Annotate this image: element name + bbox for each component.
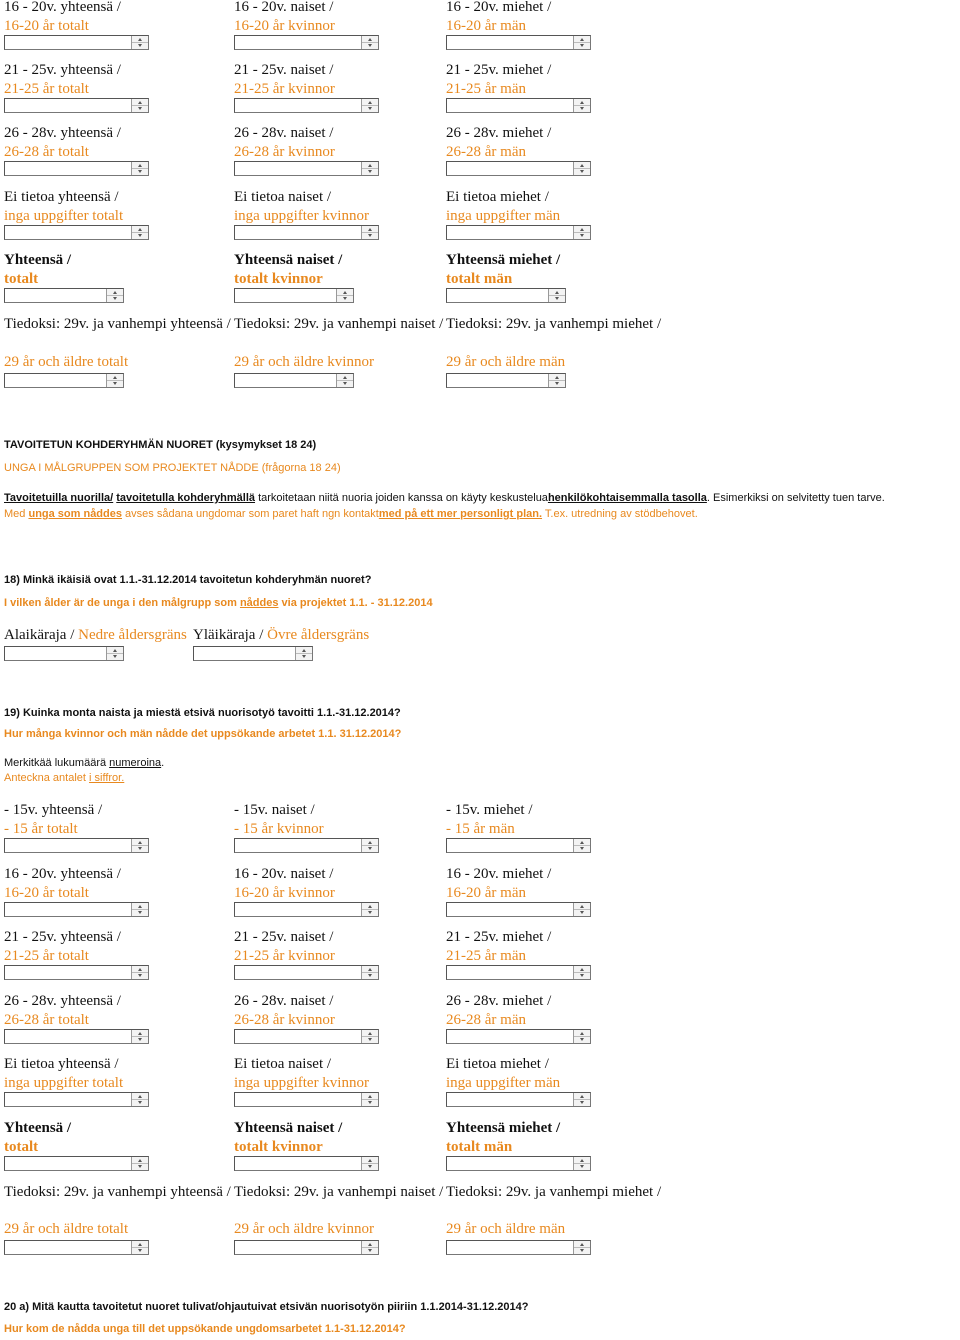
number-spinner[interactable] — [361, 966, 378, 979]
spin-down-icon[interactable] — [362, 910, 378, 916]
top_rows-number-input[interactable] — [4, 98, 149, 113]
top_rows-label-fi: Yhteensä naiset / — [234, 252, 343, 268]
spin-down-icon[interactable] — [574, 846, 590, 852]
number-spinner[interactable] — [573, 162, 590, 175]
top_rows-number-input[interactable] — [446, 161, 591, 176]
spin-down-icon[interactable] — [549, 381, 565, 387]
top_rows-number-input[interactable] — [446, 225, 591, 240]
number-spinner[interactable] — [573, 1093, 590, 1106]
bottom_rows-label-sv: 26-28 år män — [446, 1012, 526, 1028]
q18-title-sv — [4, 596, 433, 610]
spin-up-icon[interactable] — [132, 99, 148, 106]
number-spinner[interactable] — [548, 289, 565, 302]
info-29-number-input[interactable] — [446, 1240, 591, 1255]
info-29-label-fi: Tiedoksi: 29v. ja vanhempi yhteensä / — [4, 1184, 231, 1200]
bottom_rows-label-sv: - 15 år totalt — [4, 821, 78, 837]
spin-down-icon[interactable] — [362, 169, 378, 175]
info-29-number-input[interactable] — [234, 373, 354, 388]
bottom_rows-label-sv: totalt män — [446, 1139, 513, 1155]
section-heading-sv: UNGA I MÅLGRUPPEN SOM PROJEKTET NÅDDE (frågorna 18 24) — [4, 462, 341, 474]
bottom_rows-label-fi: Yhteensä / — [4, 1120, 72, 1136]
spin-up-icon[interactable] — [132, 1241, 148, 1248]
spin-up-icon[interactable] — [132, 966, 148, 973]
desc-sv-part2: unga som nåddes — [28, 508, 122, 520]
q19-note-fi-part1: Merkitkää lukumäärä — [4, 757, 110, 769]
bottom_rows-label-sv: inga uppgifter män — [446, 1075, 561, 1091]
spin-down-icon[interactable] — [132, 169, 148, 175]
spin-up-icon[interactable] — [574, 36, 590, 43]
top_rows-label-fi: 26 - 28v. yhteensä / — [4, 125, 121, 141]
q18-max-age-input[interactable] — [193, 646, 313, 661]
spin-down-icon[interactable] — [574, 1248, 590, 1254]
top_rows-label-fi: 16 - 20v. naiset / — [234, 0, 334, 15]
bottom_rows-label-sv: 16-20 år män — [446, 885, 526, 901]
bottom_rows-label-sv: - 15 år män — [446, 821, 515, 837]
desc-sv-part4: med på ett mer personligt plan. — [378, 508, 543, 520]
q18-max-label — [193, 626, 369, 645]
top_rows-label-sv: 21-25 år totalt — [4, 81, 89, 97]
spin-down-icon[interactable] — [296, 654, 312, 660]
number-spinner[interactable] — [361, 839, 378, 852]
bottom_rows-label-sv: 26-28 år kvinnor — [234, 1012, 335, 1028]
spin-up-icon[interactable] — [132, 903, 148, 910]
q18-max-label-fi: Yläikäraja / — [193, 627, 268, 643]
number-spinner[interactable] — [131, 99, 148, 112]
top_rows-label-sv: totalt män — [446, 271, 513, 287]
spin-up-icon[interactable] — [549, 374, 565, 381]
info-29-label-fi: Tiedoksi: 29v. ja vanhempi naiset / — [234, 1184, 444, 1200]
spin-up-icon[interactable] — [132, 162, 148, 169]
spin-down-icon[interactable] — [132, 233, 148, 239]
q20-title-sv: Hur kom de nådda unga till det uppsökande ungdomsarbetet 1.1-31.12.2014? — [4, 1323, 406, 1335]
q19-note-fi-part3: . — [161, 757, 165, 769]
q19-title-sv: Hur många kvinnor och män nådde det uppsökande arbetet 1.1. 31.12.2014? — [4, 728, 402, 740]
number-spinner[interactable] — [573, 839, 590, 852]
q18-min-label — [4, 626, 187, 645]
bottom_rows-number-input[interactable] — [446, 1029, 591, 1044]
bottom_rows-label-fi: 16 - 20v. miehet / — [446, 866, 552, 882]
bottom_rows-number-input[interactable] — [234, 902, 379, 917]
bottom_rows-number-input[interactable] — [234, 1092, 379, 1107]
bottom_rows-number-input[interactable] — [4, 1092, 149, 1107]
number-spinner[interactable] — [131, 1030, 148, 1043]
spin-down-icon[interactable] — [362, 233, 378, 239]
bottom_rows-number-input[interactable] — [4, 838, 149, 853]
top_rows-number-input[interactable] — [4, 35, 149, 50]
spin-down-icon[interactable] — [549, 296, 565, 302]
spin-down-icon[interactable] — [362, 1248, 378, 1254]
top_rows-label-sv: 26-28 år kvinnor — [234, 144, 335, 160]
spin-up-icon[interactable] — [132, 226, 148, 233]
bottom_rows-label-fi: 26 - 28v. yhteensä / — [4, 993, 121, 1009]
desc-sv-part3: avses sådana ungdomar som paret haft ngn kontakt — [122, 508, 379, 520]
spin-up-icon[interactable] — [362, 1157, 378, 1164]
number-spinner[interactable] — [361, 1030, 378, 1043]
spin-up-icon[interactable] — [574, 226, 590, 233]
bottom_rows-label-sv: - 15 år kvinnor — [234, 821, 324, 837]
section-heading-fi: TAVOITETUN KOHDERYHMÄN NUORET (kysymykset 18 24) — [4, 439, 317, 451]
spin-down-icon[interactable] — [132, 1164, 148, 1170]
info-29-number-input[interactable] — [446, 373, 566, 388]
number-spinner[interactable] — [573, 1157, 590, 1170]
spin-up-icon[interactable] — [362, 903, 378, 910]
desc-sv-part5: T.ex. utredning av stödbehovet. — [542, 508, 698, 520]
spin-down-icon[interactable] — [132, 973, 148, 979]
bottom_rows-label-fi: 16 - 20v. yhteensä / — [4, 866, 121, 882]
spin-up-icon[interactable] — [574, 1030, 590, 1037]
info-29-label-sv: 29 år och äldre män — [446, 1221, 566, 1237]
spin-up-icon[interactable] — [296, 647, 312, 654]
spin-down-icon[interactable] — [574, 43, 590, 49]
number-spinner[interactable] — [361, 1093, 378, 1106]
spin-up-icon[interactable] — [549, 289, 565, 296]
top_rows-label-fi: 16 - 20v. yhteensä / — [4, 0, 121, 15]
top_rows-label-sv: inga uppgifter totalt — [4, 208, 124, 224]
number-spinner[interactable] — [131, 1157, 148, 1170]
spin-down-icon[interactable] — [362, 1037, 378, 1043]
bottom_rows-number-input[interactable] — [234, 965, 379, 980]
info-29-number-input[interactable] — [4, 1240, 149, 1255]
number-spinner[interactable] — [106, 289, 123, 302]
info-29-label-sv: 29 år och äldre kvinnor — [234, 1221, 374, 1237]
spin-down-icon[interactable] — [574, 973, 590, 979]
spin-down-icon[interactable] — [132, 846, 148, 852]
spin-up-icon[interactable] — [362, 1030, 378, 1037]
spin-up-icon[interactable] — [132, 36, 148, 43]
spin-down-icon[interactable] — [107, 296, 123, 302]
top_rows-label-fi: 21 - 25v. naiset / — [234, 62, 334, 78]
number-spinner[interactable] — [131, 903, 148, 916]
top_rows-number-input[interactable] — [234, 98, 379, 113]
top_rows-label-fi: Ei tietoa naiset / — [234, 189, 332, 205]
spin-up-icon[interactable] — [107, 289, 123, 296]
spin-down-icon[interactable] — [362, 973, 378, 979]
bottom_rows-number-input[interactable] — [234, 1156, 379, 1171]
desc-fi-part1: Tavoitetuilla nuorilla/ — [4, 492, 114, 504]
spin-up-icon[interactable] — [337, 374, 353, 381]
spin-up-icon[interactable] — [362, 839, 378, 846]
spin-down-icon[interactable] — [132, 106, 148, 112]
top_rows-label-sv: 21-25 år kvinnor — [234, 81, 335, 97]
top_rows-label-sv: 26-28 år män — [446, 144, 526, 160]
top_rows-number-input[interactable] — [234, 225, 379, 240]
spin-down-icon[interactable] — [132, 1100, 148, 1106]
info-29-label-fi: Tiedoksi: 29v. ja vanhempi yhteensä / — [4, 316, 231, 332]
top_rows-number-input[interactable] — [4, 225, 149, 240]
top_rows-label-sv: 16-20 år totalt — [4, 18, 89, 34]
spin-up-icon[interactable] — [574, 1241, 590, 1248]
top_rows-label-fi: 26 - 28v. naiset / — [234, 125, 334, 141]
top_rows-label-sv: 16-20 år kvinnor — [234, 18, 335, 34]
spin-up-icon[interactable] — [574, 839, 590, 846]
bottom_rows-number-input[interactable] — [446, 1092, 591, 1107]
spin-up-icon[interactable] — [362, 226, 378, 233]
desc-fi-part5: . Esimerkiksi on selvitetty tuen tarve. — [706, 492, 885, 504]
number-spinner[interactable] — [336, 374, 353, 387]
number-spinner[interactable] — [131, 839, 148, 852]
top_rows-label-sv: 21-25 år män — [446, 81, 526, 97]
top_rows-label-fi: Yhteensä miehet / — [446, 252, 561, 268]
bottom_rows-label-fi: 21 - 25v. miehet / — [446, 929, 552, 945]
desc-fi-part4: henkilökohtaisemmalla tasolla — [547, 492, 707, 504]
spin-up-icon[interactable] — [574, 903, 590, 910]
spin-down-icon[interactable] — [337, 381, 353, 387]
info-29-label-sv: 29 år och äldre totalt — [4, 354, 129, 370]
spin-down-icon[interactable] — [132, 910, 148, 916]
bottom_rows-label-fi: - 15v. miehet / — [446, 802, 533, 818]
spin-down-icon[interactable] — [574, 169, 590, 175]
info-29-label-sv: 29 år och äldre totalt — [4, 1221, 129, 1237]
bottom_rows-label-sv: totalt kvinnor — [234, 1139, 323, 1155]
number-spinner[interactable] — [573, 1241, 590, 1254]
top_rows-number-input[interactable] — [234, 161, 379, 176]
number-spinner[interactable] — [336, 289, 353, 302]
info-29-number-input[interactable] — [234, 1240, 379, 1255]
bottom_rows-number-input[interactable] — [234, 1029, 379, 1044]
top_rows-number-input[interactable] — [4, 161, 149, 176]
top_rows-label-fi: Ei tietoa miehet / — [446, 189, 549, 205]
bottom_rows-label-fi: Ei tietoa naiset / — [234, 1056, 332, 1072]
spin-up-icon[interactable] — [107, 647, 123, 654]
q18-min-age-input[interactable] — [4, 646, 124, 661]
section-description-fi — [4, 491, 885, 505]
top_rows-number-input[interactable] — [234, 35, 379, 50]
spin-up-icon[interactable] — [362, 36, 378, 43]
top_rows-number-input[interactable] — [446, 288, 566, 303]
bottom_rows-label-sv: 16-20 år totalt — [4, 885, 89, 901]
spin-down-icon[interactable] — [574, 233, 590, 239]
number-spinner[interactable] — [361, 1241, 378, 1254]
number-spinner[interactable] — [548, 374, 565, 387]
q18-min-label-fi: Alaikäraja / — [4, 627, 79, 643]
q18-min-age-spinner[interactable] — [106, 647, 123, 660]
bottom_rows-label-fi: 16 - 20v. naiset / — [234, 866, 334, 882]
q19-note-sv — [4, 771, 124, 785]
spin-up-icon[interactable] — [362, 162, 378, 169]
spin-down-icon[interactable] — [574, 1100, 590, 1106]
spin-down-icon[interactable] — [132, 1037, 148, 1043]
bottom_rows-number-input[interactable] — [4, 1029, 149, 1044]
info-29-label-fi: Tiedoksi: 29v. ja vanhempi miehet / — [446, 1184, 662, 1200]
q20-title-fi: 20 a) Mitä kautta tavoitetut nuoret tulivat/ohjautuivat etsivän nuorisotyön piiriin 1.1.2014-31.12.2014? — [4, 1301, 529, 1313]
top_rows-label-sv: totalt kvinnor — [234, 271, 323, 287]
top_rows-label-sv: 16-20 år män — [446, 18, 526, 34]
top_rows-label-fi: 26 - 28v. miehet / — [446, 125, 552, 141]
number-spinner[interactable] — [361, 99, 378, 112]
spin-up-icon[interactable] — [574, 162, 590, 169]
bottom_rows-label-sv: 21-25 år män — [446, 948, 526, 964]
spin-down-icon[interactable] — [337, 296, 353, 302]
bottom_rows-number-input[interactable] — [4, 902, 149, 917]
number-spinner[interactable] — [361, 162, 378, 175]
bottom_rows-number-input[interactable] — [446, 838, 591, 853]
spin-up-icon[interactable] — [362, 1093, 378, 1100]
bottom_rows-label-fi: - 15v. yhteensä / — [4, 802, 103, 818]
q18-max-age-spinner[interactable] — [295, 647, 312, 660]
bottom_rows-label-sv: inga uppgifter totalt — [4, 1075, 124, 1091]
spin-up-icon[interactable] — [337, 289, 353, 296]
number-spinner[interactable] — [573, 966, 590, 979]
top_rows-number-input[interactable] — [446, 35, 591, 50]
spin-down-icon[interactable] — [574, 106, 590, 112]
spin-up-icon[interactable] — [362, 966, 378, 973]
number-spinner[interactable] — [131, 1241, 148, 1254]
top_rows-label-fi: Yhteensä / — [4, 252, 72, 268]
spin-down-icon[interactable] — [362, 106, 378, 112]
spin-down-icon[interactable] — [107, 654, 123, 660]
number-spinner[interactable] — [361, 1157, 378, 1170]
bottom_rows-number-input[interactable] — [4, 1156, 149, 1171]
bottom_rows-number-input[interactable] — [234, 838, 379, 853]
number-spinner[interactable] — [361, 36, 378, 49]
spin-down-icon[interactable] — [132, 1248, 148, 1254]
bottom_rows-label-fi: Yhteensä miehet / — [446, 1120, 561, 1136]
info-29-label-fi: Tiedoksi: 29v. ja vanhempi naiset / — [234, 316, 444, 332]
top_rows-number-input[interactable] — [446, 98, 591, 113]
bottom_rows-number-input[interactable] — [446, 1156, 591, 1171]
number-spinner[interactable] — [573, 36, 590, 49]
spin-up-icon[interactable] — [574, 966, 590, 973]
bottom_rows-number-input[interactable] — [446, 902, 591, 917]
number-spinner[interactable] — [131, 36, 148, 49]
spin-down-icon[interactable] — [362, 1100, 378, 1106]
spin-up-icon[interactable] — [132, 839, 148, 846]
desc-sv-part1: Med — [4, 508, 29, 520]
number-spinner[interactable] — [131, 162, 148, 175]
top_rows-number-input[interactable] — [234, 288, 354, 303]
number-spinner[interactable] — [131, 226, 148, 239]
number-spinner[interactable] — [573, 99, 590, 112]
desc-fi-part2: tavoitetulla kohderyhmällä — [116, 492, 256, 504]
number-spinner[interactable] — [361, 226, 378, 239]
bottom_rows-label-sv: 16-20 år kvinnor — [234, 885, 335, 901]
spin-up-icon[interactable] — [362, 1241, 378, 1248]
number-spinner[interactable] — [573, 1030, 590, 1043]
spin-up-icon[interactable] — [574, 1157, 590, 1164]
q19-note-fi — [4, 756, 164, 770]
q18-title-fi: 18) Minkä ikäisiä ovat 1.1.-31.12.2014 tavoitetun kohderyhmän nuoret? — [4, 574, 372, 586]
number-spinner[interactable] — [131, 966, 148, 979]
spin-up-icon[interactable] — [132, 1093, 148, 1100]
number-spinner[interactable] — [131, 1093, 148, 1106]
spin-down-icon[interactable] — [132, 43, 148, 49]
spin-down-icon[interactable] — [574, 910, 590, 916]
top_rows-number-input[interactable] — [4, 288, 124, 303]
spin-up-icon[interactable] — [362, 99, 378, 106]
top_rows-label-sv: inga uppgifter kvinnor — [234, 208, 369, 224]
number-spinner[interactable] — [573, 226, 590, 239]
spin-up-icon[interactable] — [132, 1030, 148, 1037]
info-29-number-input[interactable] — [4, 373, 124, 388]
q19-title-fi: 19) Kuinka monta naista ja miestä etsivä nuorisotyö tavoitti 1.1.-31.12.2014? — [4, 707, 401, 719]
top_rows-label-sv: 26-28 år totalt — [4, 144, 89, 160]
bottom_rows-label-fi: Ei tietoa miehet / — [446, 1056, 549, 1072]
bottom_rows-label-sv: totalt — [4, 1139, 39, 1155]
top_rows-label-fi: Ei tietoa yhteensä / — [4, 189, 119, 205]
number-spinner[interactable] — [573, 903, 590, 916]
info-29-label-sv: 29 år och äldre kvinnor — [234, 354, 374, 370]
spin-down-icon[interactable] — [574, 1164, 590, 1170]
bottom_rows-label-sv: inga uppgifter kvinnor — [234, 1075, 369, 1091]
q19-note-sv-part1: Anteckna antalet — [4, 772, 90, 784]
spin-down-icon[interactable] — [107, 381, 123, 387]
number-spinner[interactable] — [106, 374, 123, 387]
section-description-sv — [4, 507, 698, 521]
bottom_rows-label-fi: Ei tietoa yhteensä / — [4, 1056, 119, 1072]
top_rows-label-sv: totalt — [4, 271, 39, 287]
top_rows-label-fi: 21 - 25v. yhteensä / — [4, 62, 121, 78]
spin-up-icon[interactable] — [107, 374, 123, 381]
q19-note-fi-part2: numeroina — [109, 757, 162, 769]
spin-down-icon[interactable] — [362, 846, 378, 852]
spin-down-icon[interactable] — [362, 43, 378, 49]
number-spinner[interactable] — [361, 903, 378, 916]
q18-sv-part2: nåddes — [239, 597, 279, 609]
bottom_rows-label-sv: 26-28 år totalt — [4, 1012, 89, 1028]
top_rows-label-fi: 21 - 25v. miehet / — [446, 62, 552, 78]
spin-up-icon[interactable] — [132, 1157, 148, 1164]
spin-down-icon[interactable] — [362, 1164, 378, 1170]
desc-fi-part3: tarkoitetaan niitä nuoria joiden kanssa on käyty keskustelua — [255, 492, 548, 504]
q18-sv-part3: via projektet 1.1. - 31.12.2014 — [278, 597, 433, 609]
bottom_rows-label-fi: 26 - 28v. miehet / — [446, 993, 552, 1009]
spin-up-icon[interactable] — [574, 1093, 590, 1100]
spin-down-icon[interactable] — [574, 1037, 590, 1043]
bottom_rows-number-input[interactable] — [4, 965, 149, 980]
bottom_rows-number-input[interactable] — [446, 965, 591, 980]
spin-up-icon[interactable] — [574, 99, 590, 106]
q18-max-label-sv: Övre åldersgräns — [267, 627, 370, 643]
info-29-label-fi: Tiedoksi: 29v. ja vanhempi miehet / — [446, 316, 662, 332]
q18-min-label-sv: Nedre åldersgräns — [78, 627, 187, 643]
bottom_rows-label-sv: 21-25 år kvinnor — [234, 948, 335, 964]
bottom_rows-label-fi: 21 - 25v. naiset / — [234, 929, 334, 945]
bottom_rows-label-fi: 26 - 28v. naiset / — [234, 993, 334, 1009]
q18-sv-part1: I vilken ålder är de unga i den målgrupp som — [4, 597, 240, 609]
bottom_rows-label-fi: 21 - 25v. yhteensä / — [4, 929, 121, 945]
top_rows-label-sv: inga uppgifter män — [446, 208, 561, 224]
top_rows-label-fi: 16 - 20v. miehet / — [446, 0, 552, 15]
q19-note-sv-part2: i siffror. — [89, 772, 125, 784]
bottom_rows-label-fi: - 15v. naiset / — [234, 802, 315, 818]
info-29-label-sv: 29 år och äldre män — [446, 354, 566, 370]
bottom_rows-label-sv: 21-25 år totalt — [4, 948, 89, 964]
bottom_rows-label-fi: Yhteensä naiset / — [234, 1120, 343, 1136]
